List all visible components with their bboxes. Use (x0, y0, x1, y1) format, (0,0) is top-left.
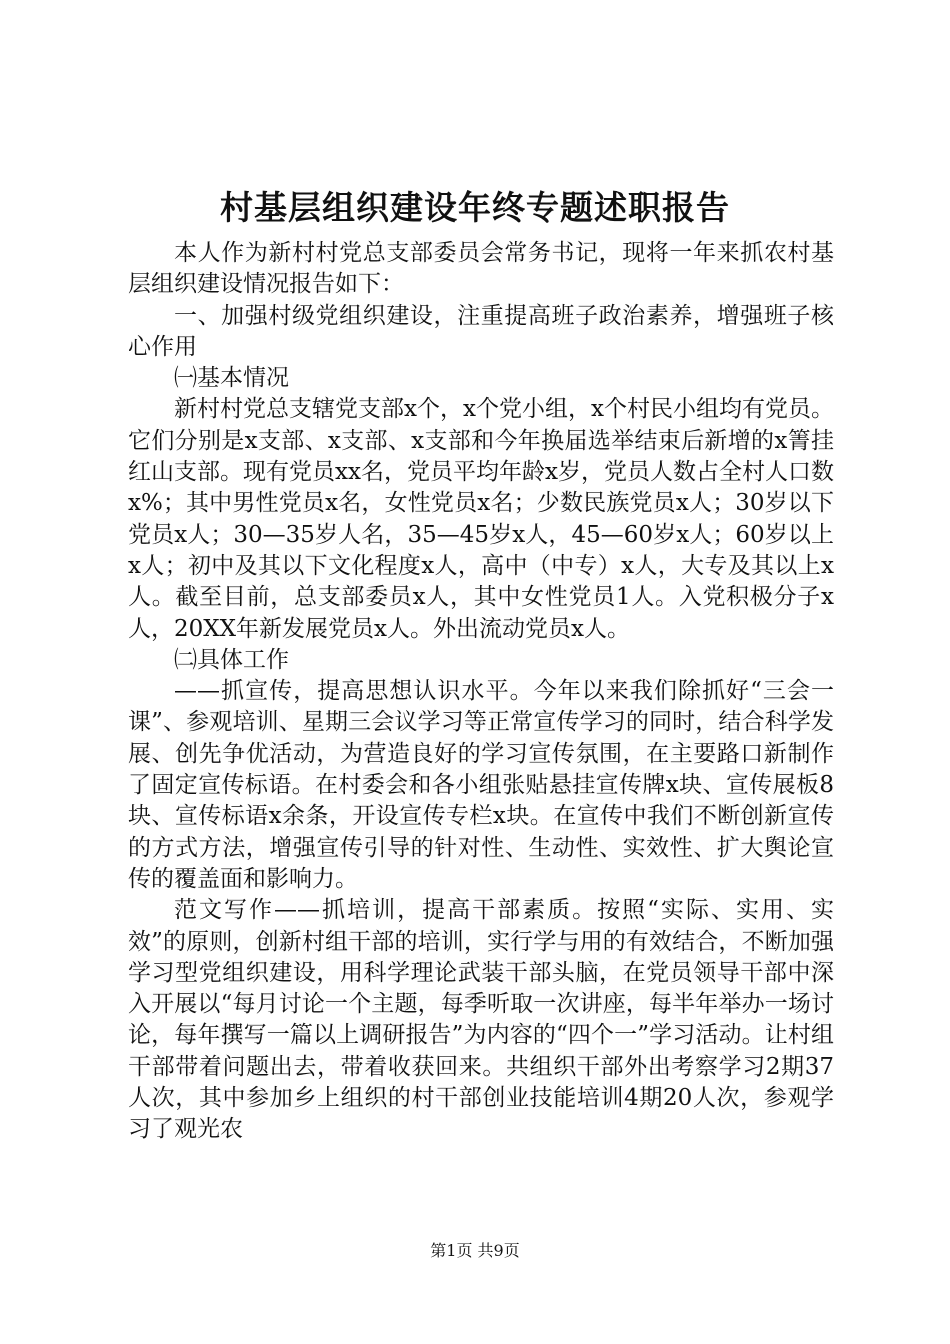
paragraph-intro: 本人作为新村村党总支部委员会常务书记，现将一年来抓农村基层组织建设情况报告如下： (128, 240, 834, 298)
subsection-heading-work: ㈡具体工作 (174, 646, 289, 673)
page-indicator: 第1页 共9页 (430, 1241, 520, 1260)
paragraph-training: 范文写作——抓培训，提高干部素质。按照“实际、实用、实效”的原则，创新村组干部的培训，实行学与用的有效结合，不断加强学习型党组织建设，用科学理论武装干部头脑，在党员领导干部中深入开展以“每月讨论一个主题，每季听取一次讲座，每半年举办一场讨论，每年撰写一篇以上调研报告”为内容的“四个一”学习活动。让村组干部带着问题出去，带着收获回来。共组织干部外出考察学习2期37人次，其中参加乡上组织的村干部创业技能培训4期20人次，参观学习了观光农 (128, 897, 834, 1143)
paragraph-propaganda: ——抓宣传，提高思想认识水平。今年以来我们除抓好“三会一课”、参观培训、星期三会议学习等正常宣传学习的同时，结合科学发展、创先争优活动，为营造良好的学习宣传氛围，在主要路口新制作了固定宣传标语。在村委会和各小组张贴悬挂宣传牌x块、宣传展板8块、宣传标语x余条，开设宣传专栏x块。在宣传中我们不断创新宣传的方式方法，增强宣传引导的针对性、生动性、实效性、扩大舆论宣传的覆盖面和影响力。 (128, 678, 834, 892)
subsection-heading-basic: ㈠基本情况 (174, 365, 289, 392)
section-heading-1: 一、加强村级党组织建设，注重提高班子政治素养，增强班子核心作用 (128, 302, 834, 360)
paragraph-basic-situation: 新村村党总支辖党支部x个，x个党小组，x个村民小组均有党员。它们分别是x支部、x支部、x支部和今年换届选举结束后新增的x箐挂红山支部。现有党员xx名，党员平均年龄x岁，党员人数占全村人口数x%；其中男性党员x名，女性党员x名；少数民族党员x人；30岁以下党员x人；30—35岁人名，35—45岁x人，45—60岁x人；60岁以上x人；初中及其以下文化程度x人，高中（中专）x人，大专及其以上x人。截至目前，总支部委员x人，其中女性党员1人。入党积极分子x人，20XX年新发展党员x人。外出流动党员x人。 (128, 396, 834, 642)
document-title: 村基层组织建设年终专题述职报告 (220, 188, 730, 227)
document-body (128, 238, 834, 1146)
